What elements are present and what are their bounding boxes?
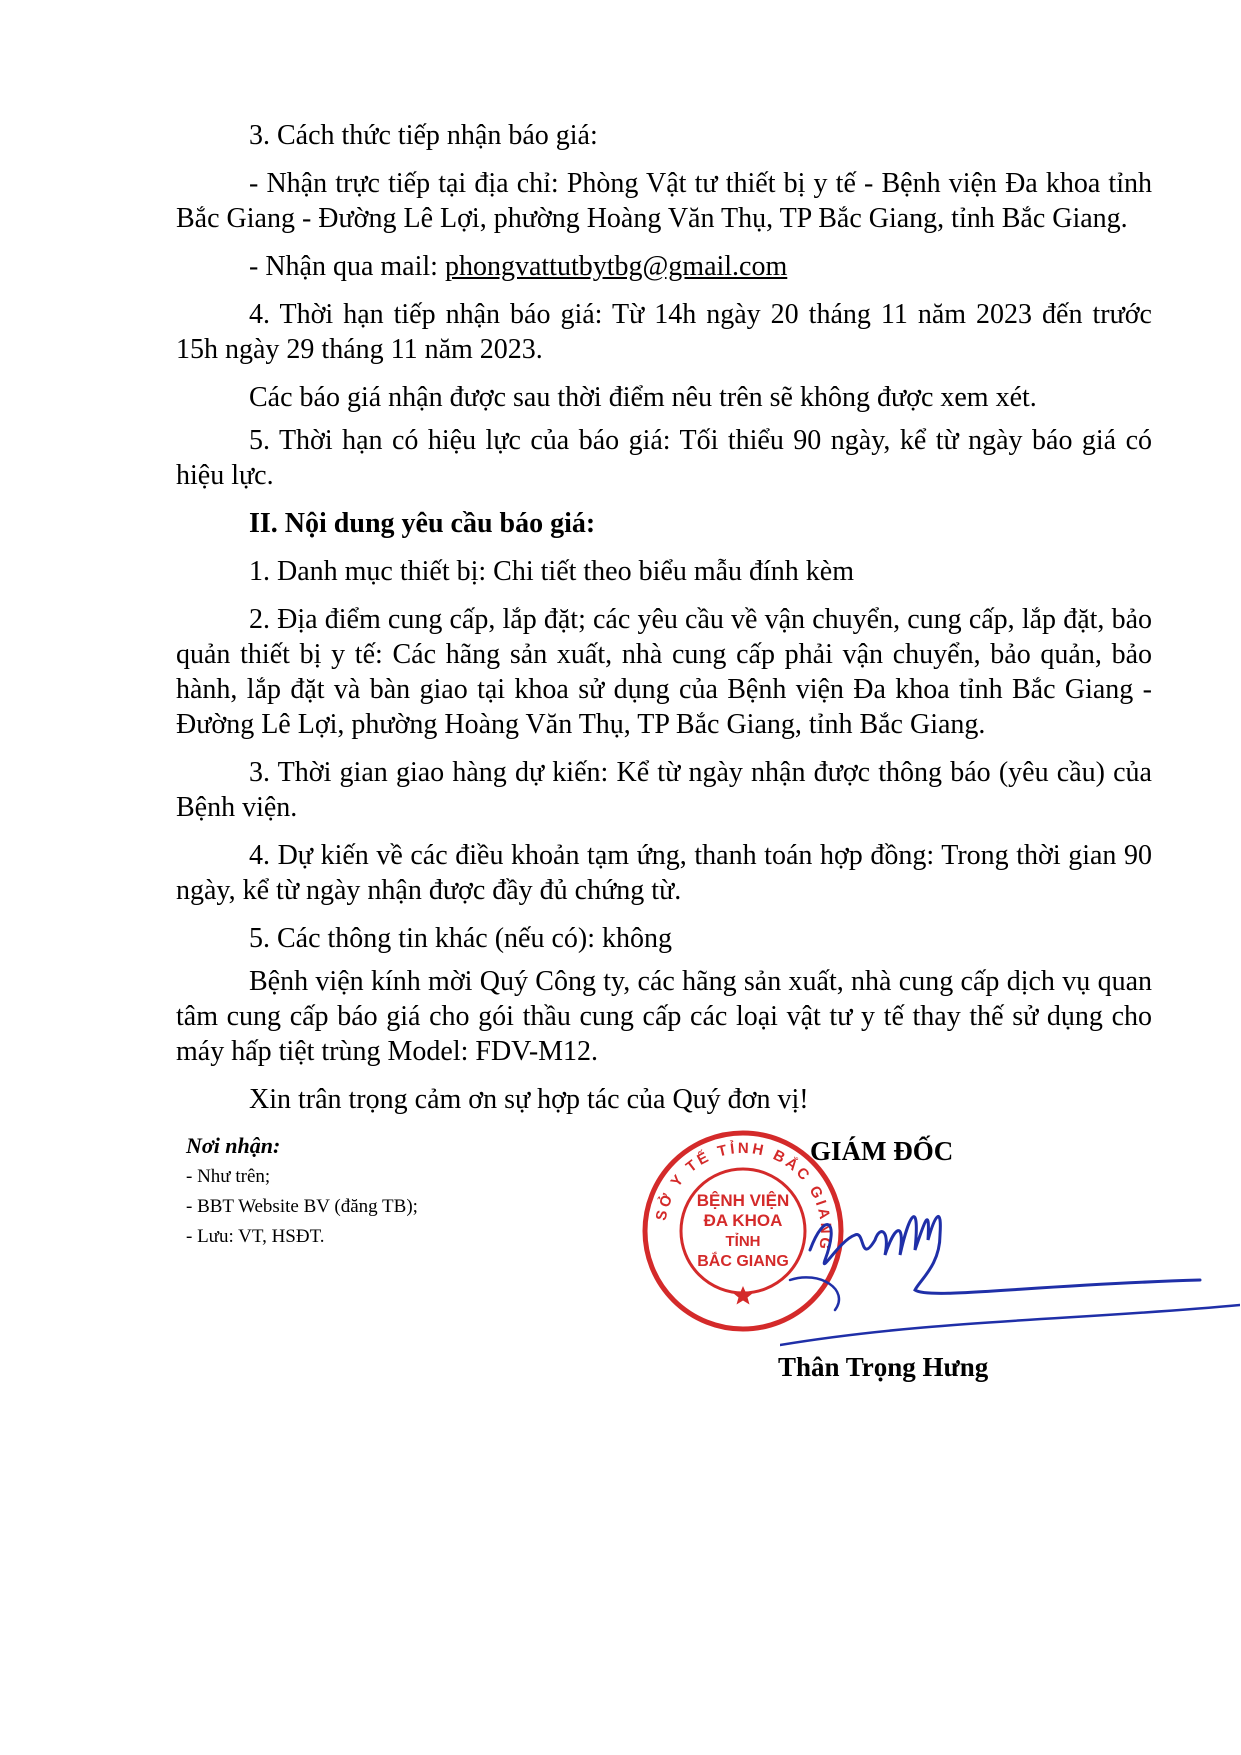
stamp-outer-text: SỞ Y TẾ TỈNH BẮC GIANG xyxy=(652,1139,835,1254)
receive-deadline: 4. Thời hạn tiếp nhận báo giá: Từ 14h ngày 20 tháng 11 năm 2023 đến trước 15h ngày 29 tháng 11 năm 2023. xyxy=(176,299,1152,365)
email-prefix: - Nhận qua mail: xyxy=(249,251,445,282)
section-receive-method: 3. Cách thức tiếp nhận báo giá: xyxy=(249,120,598,151)
recipients-title: Nơi nhận: xyxy=(186,1133,281,1158)
delivery-time: 3. Thời gian giao hàng dự kiến: Kể từ ngày nhận được thông báo (yêu cầu) của Bệnh viện. xyxy=(176,757,1152,823)
stamp-line3: TỈNH xyxy=(725,1233,761,1250)
body-text xyxy=(176,118,1152,1130)
recipient-item: - Như trên; xyxy=(186,1166,271,1187)
handwritten-signature xyxy=(780,1180,1240,1350)
director-title: GIÁM ĐỐC xyxy=(810,1136,954,1166)
signer-name: Thân Trọng Hưng xyxy=(778,1352,989,1382)
late-quote-note: Các báo giá nhận được sau thời điểm nêu trên sẽ không được xem xét. xyxy=(249,382,1037,413)
receive-direct-address: - Nhận trực tiếp tại địa chỉ: Phòng Vật tư thiết bị y tế - Bệnh viện Đa khoa tỉnh Bắc Giang - Đường Lê Lợi, phường Hoàng Văn Thụ, TP Bắc Giang, tỉnh Bắc Giang. xyxy=(176,168,1152,234)
payment-terms: 4. Dự kiến về các điều khoản tạm ứng, thanh toán hợp đồng: Trong thời gian 90 ngày, kể từ ngày nhận được đầy đủ chứng từ. xyxy=(176,840,1152,906)
equipment-list: 1. Danh mục thiết bị: Chi tiết theo biểu mẫu đính kèm xyxy=(249,556,855,587)
email-link[interactable]: phongvattutbytbg@gmail.com xyxy=(444,251,788,282)
recipient-item: - BBT Website BV (đăng TB); xyxy=(186,1196,418,1217)
quote-validity: 5. Thời hạn có hiệu lực của báo giá: Tối thiểu 90 ngày, kể từ ngày báo giá có hiệu lực. xyxy=(176,425,1152,491)
stamp-line1: BỆNH VIỆN xyxy=(696,1191,790,1210)
invitation: Bệnh viện kính mời Quý Công ty, các hãng sản xuất, nhà cung cấp dịch vụ quan tâm cung cấp báo giá cho gói thầu cung cấp các loại vật tư y tế thay thế sử dụng cho máy hấp tiệt trùng Model: FDV-M12. xyxy=(176,966,1152,1067)
section-heading-content: II. Nội dung yêu cầu báo giá: xyxy=(249,508,596,539)
other-info: 5. Các thông tin khác (nếu có): không xyxy=(249,923,673,954)
delivery-location: 2. Địa điểm cung cấp, lắp đặt; các yêu cầu về vận chuyển, cung cấp, lắp đặt, bảo quản thiết bị y tế: Các hãng sản xuất, nhà cung cấp phải vận chuyển, bảo quản, bảo hành, lắp đặt và bàn giao tại khoa sử dụng của Bệnh viện Đa khoa tỉnh Bắc Giang - Đường Lê Lợi, phường Hoàng Văn Thụ, TP Bắc Giang, tỉnh Bắc Giang. xyxy=(176,604,1152,740)
receive-email-line xyxy=(176,249,1152,284)
recipient-item: - Lưu: VT, HSĐT. xyxy=(186,1226,325,1247)
thanks: Xin trân trọng cảm ơn sự hợp tác của Quý đơn vị! xyxy=(249,1084,809,1115)
stamp-line2: ĐA KHOA xyxy=(703,1211,783,1230)
stamp-star-icon xyxy=(733,1286,753,1305)
stamp-line4: BẮC GIANG xyxy=(697,1253,789,1270)
recipients-block xyxy=(186,1130,418,1252)
